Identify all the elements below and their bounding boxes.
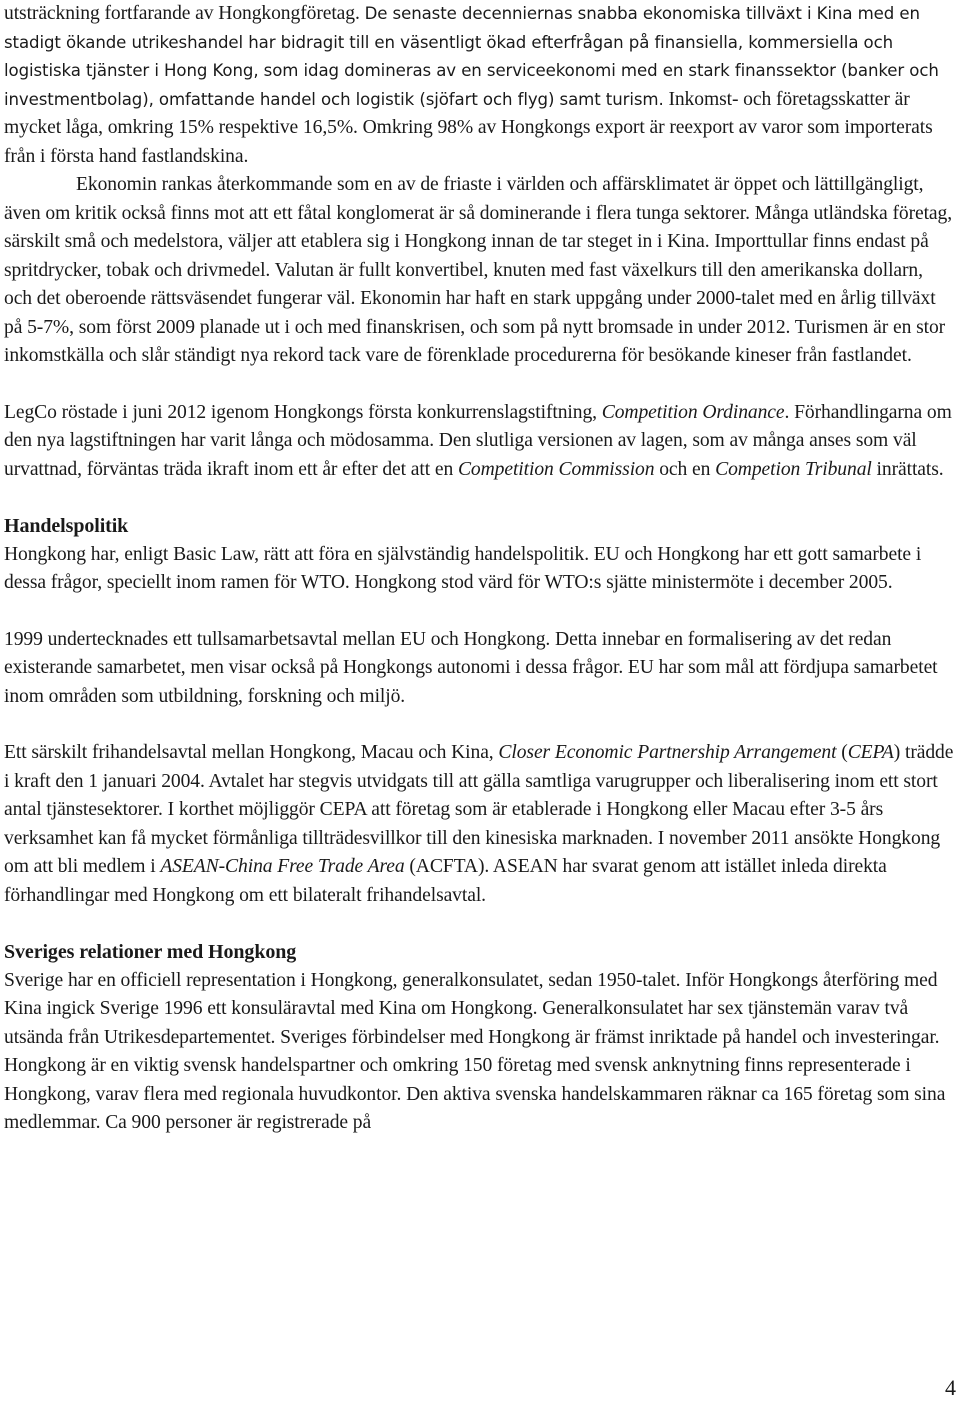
section-heading-swedish-relations: Sveriges relationer med Hongkong xyxy=(4,941,297,963)
paragraph-customs-agreement: 1999 undertecknades ett tullsamarbetsavtal mellan EU och Hongkong. Detta innebar en formalisering av det redan existerande samarbetet, men visar också på Hongkongs autonomi i dessa frågor. EU har som mål att fördjupa samarbetet inom områden som utbildning, forskning och miljö. xyxy=(4,628,938,707)
text-run: (ACFTA). ASEAN har svarat genom att istället inleda direkta förhandlingar med Hongkong om ett bilateralt frihandelsavtal. xyxy=(4,856,887,906)
italic-term: Competition Ordinance xyxy=(601,401,785,423)
paragraph-gap xyxy=(4,371,954,399)
paragraph-gap xyxy=(4,711,954,739)
paragraph-gap xyxy=(4,598,954,626)
paragraph-gap xyxy=(4,484,954,512)
italic-term: Competion Tribunal xyxy=(715,458,872,480)
italic-term: CEPA xyxy=(847,742,894,763)
paragraph-swedish-relations: Sverige har en officiell representation i Hongkong, generalkonsulatet, sedan 1950-talet. Inför Hongkongs återföring med Kina ingick Sverige 1996 ett konsuläravtal med Kina om Hongkong. Generalkonsulatet har sex tjänstemän varav två utsända från Utrikesdepartementet. Sveriges förbindelser med Hongkong är främst inriktade på handel och investeringar. Hongkong är en viktig svensk handelspartner och omkring 150 företag med svensk anknytning finns representerade i Hongkong, varav flera med regionala huvudkontor. Den aktiva svenska handelskammaren räknar ca 165 företag som sina medlemmar. Ca 900 personer är registrerade på xyxy=(4,969,946,1133)
paragraph-competition-law xyxy=(4,399,954,485)
paragraph-cepa xyxy=(4,739,954,910)
text-run: Ett särskilt frihandelsavtal mellan Hongkong, Macau och Kina, xyxy=(4,742,499,763)
paragraph-economy-ranking: Ekonomin rankas återkommande som en av de friaste i världen och affärsklimatet är öppet och lättillgängligt, även om kritik också finns mot att ett fåtal konglomerat är så dominerande i flera tunga sektorer. Många utländska företag, särskilt små och medelstora, väljer att etablera sig i Hongkong innan de tar steget in i Kina. Importtullar finns endast på spritdrycker, tobak och drivmedel. Valutan är fullt konvertibel, knuten med fast växelkurs till den amerikanska dollarn, och det oberoende rättsväsendet fungerar väl. Ekonomin har haft en stark uppgång under 2000-talet med en årlig tillväxt på 5-7%, som först 2009 planade ut i och med finanskrisen, och som på nytt bromsade in under 2012. Turismen är en stor inkomstkälla och slår ständigt nya rekord tack vare de förenklade procedurerna för besökande kineser från fastlandet. xyxy=(4,174,953,366)
document-page xyxy=(4,0,954,1138)
text-run: LegCo röstade i juni 2012 igenom Hongkongs första konkurrenslagstiftning, xyxy=(4,401,602,423)
text-run: och en xyxy=(654,458,716,480)
paragraph-gap xyxy=(4,910,954,938)
text-run: . Förhandlingarna om den nya lagstiftningen har varit långa och mödosamma. Den slutliga versionen av lagen, som av många anses som väl urvattnad, förväntas träda ikraft inom ett år efter det att en xyxy=(4,401,952,480)
paragraph-economy-intro xyxy=(4,0,954,171)
section-heading-trade-policy: Handelspolitik xyxy=(4,515,129,537)
paragraph-tax-text: Inkomst- och företagsskatter är mycket låga, omkring 15% respektive 16,5%. Omkring 98% av Hongkongs export är reexport av varor som importerats från i första hand fastlandskina. xyxy=(4,88,933,167)
italic-term: ASEAN-China Free Trade Area xyxy=(160,856,405,877)
italic-term: Closer Economic Partnership Arrangement xyxy=(498,742,837,763)
paragraph-mixed-font-text: De senaste decenniernas snabba ekonomiska tillväxt i Kina med en stadigt ökande utrikeshandel har bidragit till en väsentligt ökad efterfrågan på finansiella, kommersiella och logistiska tjänster i Hong Kong, som idag domineras av en serviceekonomi med en stark finanssektor (banker och investmentbolag), omfattande handel och logistik (sjöfart och flyg) samt turism. xyxy=(4,4,939,109)
text-run: ) trädde i kraft den 1 januari 2004. Avtalet har stegvis utvidgats till att gälla samtliga varugrupper och liberalisering inom ett stort antal tjänstesektorer. I korthet möjliggör CEPA att företag som är etablerade i Hongkong eller Macau efter 3-5 års verksamhet kan få mycket förmånliga tillträdesvillkor till den kinesiska marknaden. I november 2011 ansökte Hongkong om att bli medlem i xyxy=(4,742,954,877)
italic-term: Competition Commission xyxy=(457,458,655,480)
page-number: 4 xyxy=(945,1375,956,1400)
text-run: inrättats. xyxy=(871,458,944,480)
paragraph-trade-policy: Hongkong har, enligt Basic Law, rätt att föra en självständig handelspolitik. EU och Hongkong har ett gott samarbete i dessa frågor, speciellt inom ramen för WTO. Hongkong stod värd för WTO:s sjätte ministermöte i december 2005. xyxy=(4,543,922,593)
paragraph-lead-text: utsträckning fortfarande av Hongkongföretag. xyxy=(4,3,365,24)
text-run: ( xyxy=(836,742,848,763)
